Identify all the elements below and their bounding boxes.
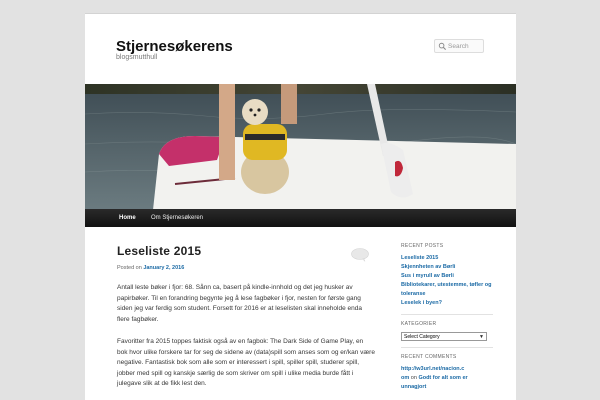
categories-title: KATEGORIER [401,321,437,327]
site-description: blogsmutthull [116,54,158,61]
search-box[interactable] [434,39,484,53]
recent-post-link[interactable]: Leseliste 2015 [401,255,439,261]
recent-comment [401,365,493,392]
post-meta-prefix: Posted on [117,265,142,271]
comment-author-link[interactable]: http://w3url.net/nacion.c [401,366,465,372]
site-title[interactable]: Stjernesøkerens [116,38,233,55]
chevron-down-icon: ▼ [479,333,484,340]
search-icon [438,42,447,51]
category-select-value: Select Category [404,333,440,340]
recent-post-link[interactable]: Sus i myrull av Børli [401,273,454,279]
header-image [85,84,516,210]
comment-post-link[interactable]: unnagjort [401,384,427,390]
post-meta [117,265,375,271]
recent-post-link[interactable]: Leselek i byen? [401,300,442,306]
recent-posts-title: RECENT POSTS [401,243,444,249]
comment-post-link[interactable]: Godt for alt som er [418,375,468,381]
nav-item-home[interactable]: Home [119,215,136,221]
comment-connector: on [410,375,417,381]
main-navigation [85,209,516,227]
search-input[interactable] [448,40,482,52]
post-content [117,244,375,390]
recent-post-link[interactable]: Skjennheten av Børli [401,264,456,270]
nav-item-about[interactable]: Om Stjernesøkeren [151,215,204,221]
recent-posts-list [401,254,493,308]
recent-comments-title: RECENT COMMENTS [401,354,457,360]
page [85,13,516,400]
post-paragraph: Antall leste bøker i fjor: 68. Sånn ca, basert på kindle-innhold og det jeg husker av papirbøker. Til en forandring begynte jeg å lese fagbøker i fjor, nesten for første gang siden jeg var ferdig som student. Forsett for 2016 er at leselisten skal inneholde enda flere fagbøker. [117,284,362,323]
post-date-link[interactable]: January 2, 2016 [143,265,185,271]
post-paragraph: Favoritter fra 2015 toppes faktisk også av en fagbok: The Dark Side of Game Play, en bok hvor ulike forskere tar for seg de sidene av (data)spill som anses som og er/kan være negative. Fantastisk bok som alle som er interessert i spill, spiller spill, studerer spill, jobber med spill og kanskje særlig de som skriver om spill i ulike media burde fått i julegave slik at de fikk lest den. [117,338,375,387]
post-title[interactable]: Leseliste 2015 [117,244,202,258]
divider [401,347,493,348]
comment-author-link[interactable]: om [401,375,410,381]
sidebar [401,243,493,392]
category-select[interactable] [401,332,487,341]
recent-post-link[interactable]: Bibliotekarer, utestemme, tøfler og toleranse [401,282,492,297]
comment-bubble-icon[interactable] [351,248,369,262]
divider [401,314,493,315]
